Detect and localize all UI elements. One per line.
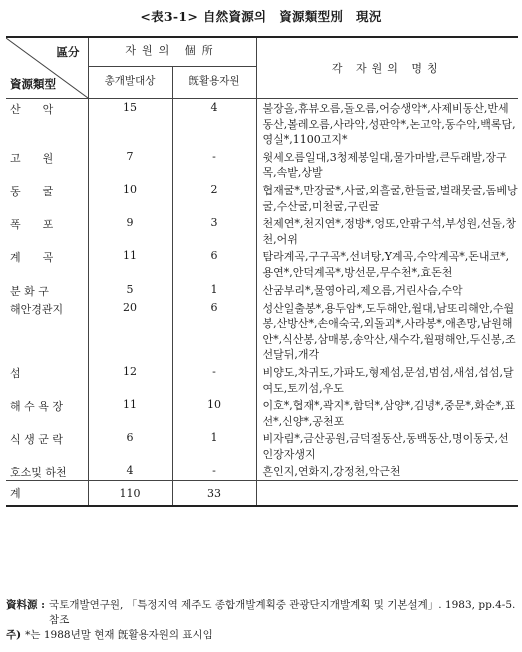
row-category: 해 수 욕 장 <box>10 400 63 414</box>
note-label: 주) <box>6 629 22 641</box>
row-names: 비양도,차귀도,가파도,형제섬,문섬,범섬,새섬,섭섬,달여도,토끼섬,우도 <box>256 363 518 396</box>
row-names: 산굼부리*,물영아리,제오름,거린사슴,수악 <box>256 281 518 299</box>
table-row <box>6 214 518 247</box>
row-total: 15 <box>88 99 172 148</box>
row-total: 4 <box>88 462 172 481</box>
row-existing: 2 <box>172 181 256 214</box>
total-count: 110 <box>88 481 172 507</box>
row-names: 흔인지,연화지,강정천,악근천 <box>256 462 518 481</box>
source-label: 資料源 : <box>6 599 46 611</box>
row-existing: 4 <box>172 99 256 148</box>
row-category: 섬 <box>10 366 21 380</box>
row-total: 9 <box>88 214 172 247</box>
header-resource-type: 資源類型 <box>10 77 56 91</box>
header-existing: 旣활용자원 <box>172 67 256 99</box>
row-names: 이호*,협재*,곽지*,함덕*,삼양*,김녕*,중문*,화순*,표선*,신양*,공천포 <box>256 396 518 429</box>
table-body <box>6 99 518 481</box>
row-category: 호소및 하천 <box>10 466 67 480</box>
row-total: 11 <box>88 247 172 280</box>
row-category: 해안경관지 <box>10 302 64 316</box>
table-row <box>6 462 518 481</box>
total-existing: 33 <box>172 481 256 507</box>
row-existing: 10 <box>172 396 256 429</box>
row-total: 7 <box>88 148 172 181</box>
row-names: 협재굴*,만장굴*,사굴,외흘굴,한들굴,벌래못굴,돔베낭굴,수산굴,미천굴,구린굴 <box>256 181 518 214</box>
header-category: 區分 <box>56 45 80 59</box>
table-row <box>6 247 518 280</box>
row-category: 고 원 <box>10 151 54 165</box>
total-label: 계 <box>6 481 88 507</box>
table-row <box>6 429 518 462</box>
table-row <box>6 396 518 429</box>
row-names: 불장올,휴뷰오름,돌오름,어승생악*,사제비동산,반세동산,볼레오름,사라악,성판악*,논고악,동수악,백록담,영실*,1100고지* <box>256 99 518 148</box>
row-existing: 6 <box>172 299 256 363</box>
row-names: 성산일출봉*,용두암*,도두해안,월대,남또리해안,수월봉,산방산*,손애숙국,외돌괴*,사라봉*,애촌망,남원해안*,식산봉,삼매봉,송악산,새수각,월평해안,두신봉,조선달뒤,개각 <box>256 299 518 363</box>
total-names-empty <box>256 481 518 507</box>
footer <box>6 598 518 643</box>
row-existing: 1 <box>172 429 256 462</box>
row-total: 12 <box>88 363 172 396</box>
header-resource-count: 자원의 個所 <box>88 37 256 67</box>
row-total: 11 <box>88 396 172 429</box>
row-total: 5 <box>88 281 172 299</box>
row-total: 10 <box>88 181 172 214</box>
row-total: 20 <box>88 299 172 363</box>
row-existing: - <box>172 462 256 481</box>
row-category: 산 악 <box>10 103 54 116</box>
header-total-target: 총개발대상 <box>88 67 172 99</box>
header-resource-names: 각 자원의 명칭 <box>256 37 518 99</box>
table-row <box>6 148 518 181</box>
row-category: 분 화 구 <box>10 284 49 298</box>
row-existing: 1 <box>172 281 256 299</box>
resource-table <box>6 36 518 507</box>
table-row <box>6 299 518 363</box>
header-diagonal-cell <box>6 37 88 99</box>
row-names: 윗세오름일대,3청제봉일대,물가마발,큰두래발,장구목,속밭,상발 <box>256 148 518 181</box>
row-category: 계 곡 <box>10 251 54 265</box>
row-existing: - <box>172 148 256 181</box>
row-total: 6 <box>88 429 172 462</box>
row-existing: 6 <box>172 247 256 280</box>
table-row <box>6 181 518 214</box>
row-names: 비자림*,금산공원,금덕절동산,동백동산,명이동굿,선인장자생지 <box>256 429 518 462</box>
row-names: 탐라계곡,구구곡*,선녀탕,Y계곡,수악계곡*,돈내코*,용연*,안덕계곡*,방선문,무수천*,효돈천 <box>256 247 518 280</box>
row-category: 폭 포 <box>10 218 54 232</box>
table-row <box>6 99 518 148</box>
row-existing: 3 <box>172 214 256 247</box>
note-text: *는 1988년말 현재 旣활용자원의 표시임 <box>25 629 213 641</box>
table-row <box>6 281 518 299</box>
row-category: 동 굴 <box>10 184 54 198</box>
source-text: 국토개발연구원, 「특정지역 제주도 종합개발계획중 관광단지개발계획 및 기본설계」. 1983, pp.4-5. 참조 <box>49 599 516 626</box>
total-row <box>6 481 518 507</box>
table-title: <表3-1> 自然資源의 資源類型別 現況 <box>140 9 382 24</box>
table-row <box>6 363 518 396</box>
row-names: 천제연*,천지연*,정방*,엉또,안팎구석,부성원,선돌,창천,어위 <box>256 214 518 247</box>
row-category: 식 생 군 락 <box>10 433 63 447</box>
row-existing: - <box>172 363 256 396</box>
